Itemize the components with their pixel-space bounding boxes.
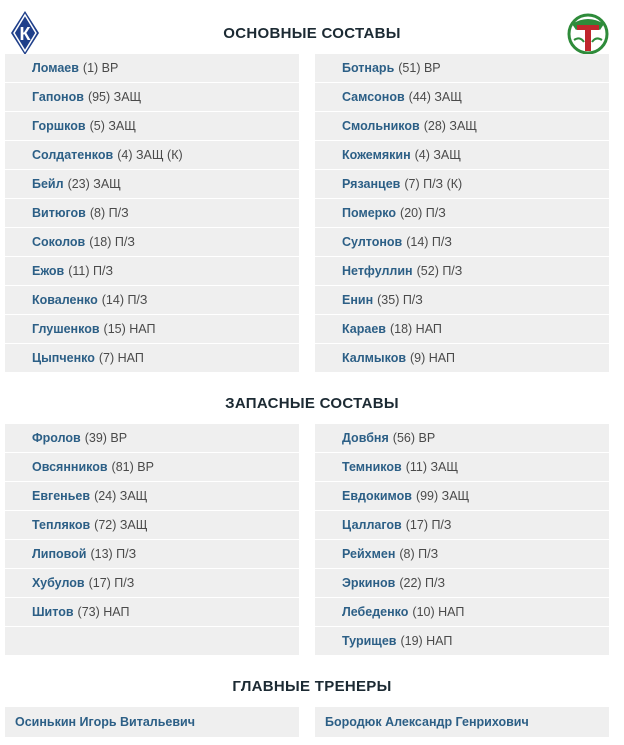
player-number-position: (81) ВР (111, 460, 154, 474)
player-number-position: (8) П/З (399, 547, 439, 561)
player-row (315, 424, 609, 452)
home-substitutes-list (5, 424, 299, 656)
player-name-link[interactable]: Цаллагов (342, 518, 402, 532)
player-name-link[interactable]: Соколов (32, 235, 86, 249)
player-number-position: (99) ЗАЩ (415, 489, 470, 503)
player-name-link[interactable]: Глушенков (32, 322, 100, 336)
player-row (5, 482, 299, 510)
player-number-position: (18) П/З (89, 235, 135, 249)
player-row (5, 199, 299, 227)
player-number-position: (24) ЗАЩ (94, 489, 148, 503)
player-number-position: (72) ЗАЩ (94, 518, 148, 532)
player-number-position: (9) НАП (410, 351, 455, 365)
player-row (315, 315, 609, 343)
player-number-position: (1) ВР (82, 61, 119, 75)
player-row (315, 199, 609, 227)
player-row (315, 228, 609, 256)
player-name-link[interactable]: Рязанцев (342, 177, 401, 191)
player-row (315, 540, 609, 568)
player-name-link[interactable]: Евгеньев (32, 489, 91, 503)
player-name-link[interactable]: Фролов (32, 431, 81, 445)
player-name-link[interactable]: Шитов (32, 605, 74, 619)
player-name-link[interactable]: Калмыков (342, 351, 407, 365)
player-name-link[interactable]: Овсянников (32, 460, 108, 474)
player-row (5, 540, 299, 568)
starting-lineups-title: ОСНОВНЫЕ СОСТАВЫ (223, 25, 401, 42)
player-name-link[interactable]: Гапонов (32, 90, 84, 104)
player-number-position: (14) П/З (406, 235, 452, 249)
player-number-position: (73) НАП (77, 605, 130, 619)
player-row (5, 228, 299, 256)
player-name-link[interactable]: Тепляков (32, 518, 91, 532)
empty-row (5, 627, 299, 655)
player-name-link[interactable]: Енин (342, 293, 374, 307)
player-row (315, 453, 609, 481)
player-name-link[interactable]: Смольников (342, 119, 420, 133)
player-number-position: (14) П/З (101, 293, 148, 307)
player-name-link[interactable]: Ботнарь (342, 61, 395, 75)
player-row (5, 54, 299, 82)
player-name-link[interactable]: Хубулов (32, 576, 85, 590)
player-row (315, 257, 609, 285)
player-row (315, 112, 609, 140)
substitutes-title: ЗАПАСНЫЕ СОСТАВЫ (225, 395, 399, 412)
away-coach[interactable]: Бородюк Александр Генрихович (315, 707, 609, 737)
player-name-link[interactable]: Коваленко (32, 293, 98, 307)
player-row (5, 141, 299, 169)
player-number-position: (10) НАП (412, 605, 465, 619)
player-row (5, 257, 299, 285)
player-row (315, 286, 609, 314)
player-name-link[interactable]: Бейл (32, 177, 64, 191)
player-number-position: (4) ЗАЩ (К) (117, 148, 183, 162)
player-name-link[interactable]: Караев (342, 322, 386, 336)
player-name-link[interactable]: Довбня (342, 431, 389, 445)
player-row (5, 511, 299, 539)
player-number-position: (23) ЗАЩ (67, 177, 121, 191)
player-name-link[interactable]: Султонов (342, 235, 403, 249)
player-number-position: (95) ЗАЩ (87, 90, 142, 104)
player-number-position: (51) ВР (398, 61, 441, 75)
player-number-position: (13) П/З (90, 547, 137, 561)
player-number-position: (28) ЗАЩ (423, 119, 478, 133)
player-name-link[interactable]: Горшков (32, 119, 86, 133)
player-number-position: (22) П/З (399, 576, 446, 590)
player-row (5, 315, 299, 343)
player-number-position: (39) ВР (84, 431, 128, 445)
player-name-link[interactable]: Турищев (342, 634, 397, 648)
player-name-link[interactable]: Эркинов (342, 576, 396, 590)
player-number-position: (18) НАП (389, 322, 442, 336)
player-row (315, 141, 609, 169)
player-number-position: (56) ВР (392, 431, 436, 445)
player-row (5, 170, 299, 198)
player-row (5, 453, 299, 481)
player-number-position: (17) П/З (405, 518, 452, 532)
player-row (5, 286, 299, 314)
player-row (315, 83, 609, 111)
player-number-position: (11) П/З (68, 264, 114, 278)
head-coaches-title: ГЛАВНЫЕ ТРЕНЕРЫ (232, 678, 392, 695)
away-substitutes-list (315, 424, 609, 656)
player-number-position: (7) П/З (К) (404, 177, 463, 191)
player-row (315, 569, 609, 597)
player-number-position: (4) ЗАЩ (414, 148, 461, 162)
player-row (315, 344, 609, 372)
player-name-link[interactable]: Ежов (32, 264, 65, 278)
player-number-position: (19) НАП (400, 634, 453, 648)
player-name-link[interactable]: Евдокимов (342, 489, 412, 503)
player-row (315, 54, 609, 82)
player-number-position: (17) П/З (88, 576, 135, 590)
player-name-link[interactable]: Темников (342, 460, 402, 474)
player-row (315, 627, 609, 655)
player-number-position: (35) П/З (377, 293, 423, 307)
player-number-position: (20) П/З (400, 206, 446, 220)
player-row (315, 482, 609, 510)
home-logo-letter: К (19, 24, 31, 44)
player-row (5, 569, 299, 597)
player-name-link[interactable]: Кожемякин (342, 148, 411, 162)
player-number-position: (5) ЗАЩ (89, 119, 136, 133)
player-name-link[interactable]: Ломаев (32, 61, 79, 75)
player-name-link[interactable]: Самсонов (342, 90, 405, 104)
home-coach[interactable]: Осинькин Игорь Витальевич (5, 707, 299, 737)
player-row (5, 344, 299, 372)
player-name-link[interactable]: Лебеденко (342, 605, 409, 619)
player-name-link[interactable]: Витюгов (32, 206, 86, 220)
away-starting-list (315, 54, 609, 373)
player-number-position: (15) НАП (103, 322, 156, 336)
player-row (5, 598, 299, 626)
player-name-link[interactable]: Рейхмен (342, 547, 396, 561)
player-row (315, 170, 609, 198)
player-name-link[interactable]: Липовой (32, 547, 87, 561)
player-row (5, 112, 299, 140)
player-row (5, 83, 299, 111)
home-starting-list (5, 54, 299, 373)
player-name-link[interactable]: Нетфуллин (342, 264, 413, 278)
player-number-position: (52) П/З (416, 264, 463, 278)
player-row (5, 424, 299, 452)
player-row (315, 511, 609, 539)
player-number-position: (44) ЗАЩ (408, 90, 462, 104)
player-number-position: (8) П/З (89, 206, 129, 220)
player-name-link[interactable]: Солдатенков (32, 148, 114, 162)
player-name-link[interactable]: Цыпченко (32, 351, 95, 365)
player-name-link[interactable]: Померко (342, 206, 397, 220)
player-number-position: (7) НАП (98, 351, 144, 365)
player-row (315, 598, 609, 626)
player-number-position: (11) ЗАЩ (405, 460, 459, 474)
